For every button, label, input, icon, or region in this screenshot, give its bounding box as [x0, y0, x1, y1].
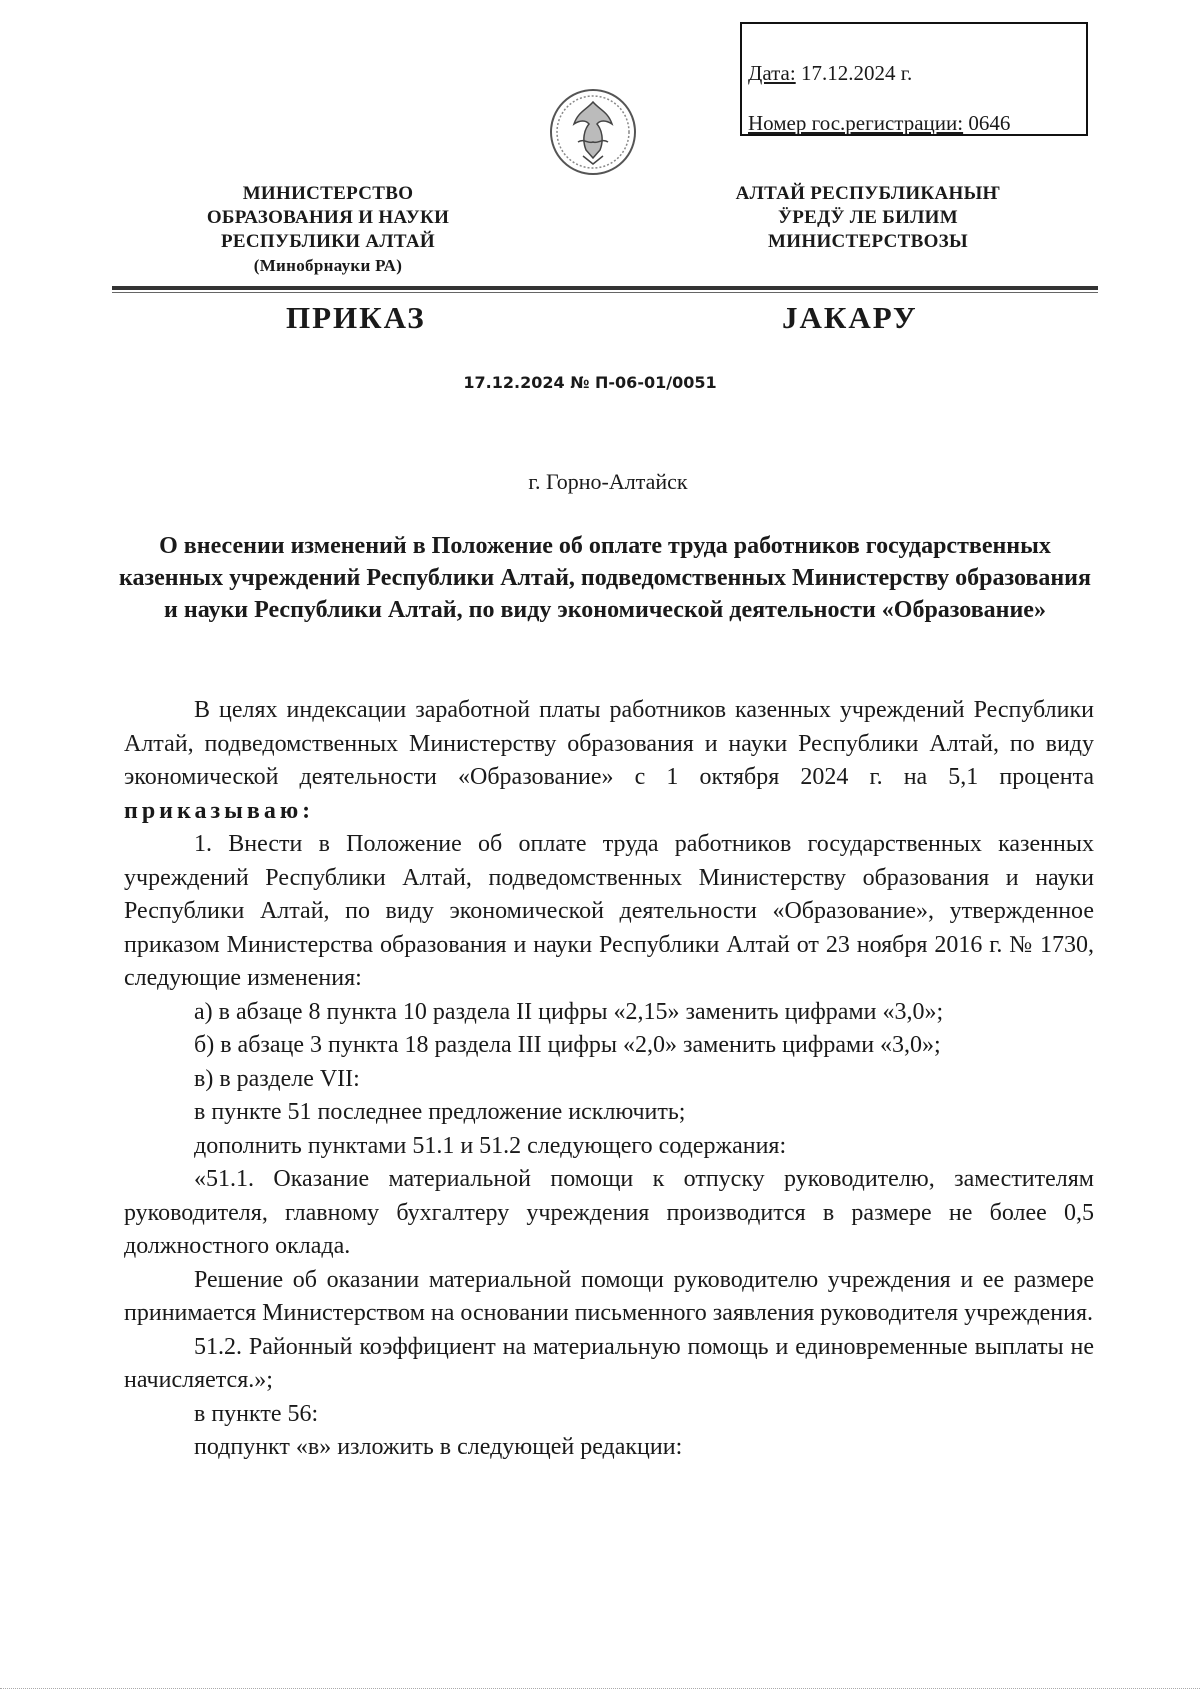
body-paragraph-2: 1. Внести в Положение об оплате труда работников государственных казенных учреждений Республики Алтай, подведомственных Министерству образования и науки Республики Алтай, по виду экономической деятельности «Образование», утвержденное приказом Министерства образования и науки Республики Алтай от 23 ноября 2016 г. № 1730, следующие изменения: — [124, 831, 1094, 991]
header-divider — [112, 286, 1098, 290]
body-paragraph-3: а) в абзаце 8 пункта 10 раздела II цифры «2,15» заменить цифрами «3,0»; — [194, 998, 944, 1025]
header-divider-thin — [112, 292, 1098, 293]
org-ru-line-3: РЕСПУБЛИКИ АЛТАЙ — [221, 231, 435, 252]
body-paragraph-11: в пункте 56: — [194, 1400, 319, 1427]
body-paragraph-6: в пункте 51 последнее предложение исключить; — [194, 1099, 686, 1125]
body-paragraph-8: «51.1. Оказание материальной помощи к отпуску руководителю, заместителям руководителя, главному бухгалтеру учреждения производится в размере не более 0,5 должностного оклада. — [124, 1166, 1094, 1259]
body-paragraph-1-emphasis: приказываю: — [124, 797, 315, 824]
body-paragraph-5: в) в разделе VII: — [194, 1065, 360, 1092]
body-paragraph-7: дополнить пунктами 51.1 и 51.2 следующего содержания: — [194, 1132, 787, 1159]
doc-type-altai: ЈАКАРУ — [782, 300, 918, 335]
doc-title: О внесении изменений в Положение об оплате труда работников государственных казенных учреждений Республики Алтай, подведомственных Министерству образования и науки Республики Алтай, по виду экономической деятельности «Образование» — [119, 533, 1091, 623]
body-paragraph-10: 51.2. Районный коэффициент на материальную помощь и единовременные выплаты не начисляется.»; — [124, 1333, 1094, 1393]
org-alt-line-2: ӰРЕДӰ ЛЕ БИЛИМ — [778, 207, 958, 228]
org-name-altai — [718, 182, 1018, 254]
registration-number-label: Номер гос.регистрации: — [748, 111, 964, 135]
doc-number: 17.12.2024 № П-06-01/0051 — [463, 373, 717, 392]
body-paragraph-1-text: В целях индексации заработной платы работников казенных учреждений Республики Алтай, подведомственных Министерству образования и науки Республики Алтай, по виду экономической деятельности «Образование» с 1 октября 2024 г. на 5,1 процента — [124, 697, 1094, 790]
org-ru-line-2: ОБРАЗОВАНИЯ И НАУКИ — [206, 207, 450, 228]
body-paragraph-12: подпункт «в» изложить в следующей редакции: — [194, 1434, 683, 1460]
registration-number-value: 0646 — [968, 111, 1011, 135]
city: г. Горно-Алтайск — [528, 469, 688, 494]
body-paragraph-9: Решение об оказании материальной помощи руководителю учреждения и ее размере принимается Министерством на основании письменного заявления руководителя учреждения. — [124, 1266, 1094, 1326]
org-name-russian — [168, 182, 488, 278]
org-alt-line-3: МИНИСТЕРСТВОЗЫ — [768, 231, 968, 252]
registration-number-row — [748, 98, 1086, 148]
body-paragraph-4: б) в абзаце 3 пункта 18 раздела III цифры «2,0» заменить цифрами «3,0»; — [194, 1032, 941, 1058]
org-ru-abbreviation: (Минобрнауки РА) — [253, 256, 403, 275]
registration-date-value: 17.12.2024 г. — [800, 61, 913, 85]
page-bottom-edge — [0, 1688, 1200, 1690]
org-ru-line-1: МИНИСТЕРСТВО — [242, 183, 414, 204]
org-alt-line-1: АЛТАЙ РЕСПУБЛИКАНЫҤ — [735, 183, 1001, 204]
doc-body — [124, 694, 1094, 1465]
coat-of-arms-icon — [548, 84, 638, 180]
registration-date-row — [748, 48, 1086, 98]
registration-box — [740, 22, 1088, 136]
registration-date-label: Дата: — [748, 61, 796, 85]
doc-type-russian: ПРИКАЗ — [286, 300, 426, 335]
body-paragraph-1 — [124, 694, 1094, 828]
